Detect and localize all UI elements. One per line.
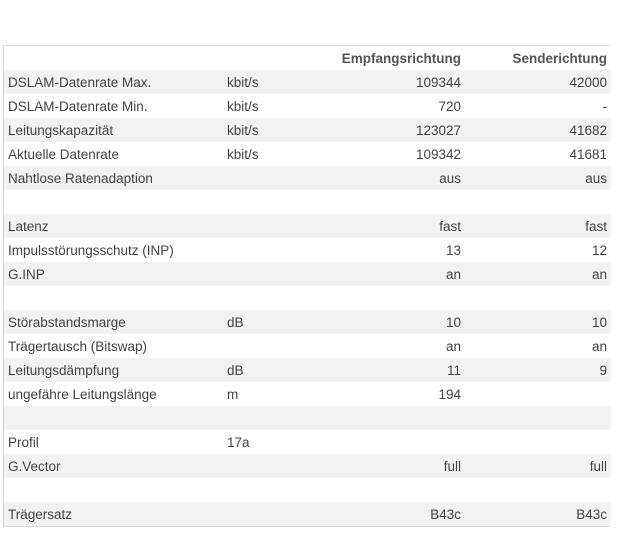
row-upstream-value bbox=[465, 430, 611, 454]
row-label: Trägersatz bbox=[8, 506, 73, 522]
table-row bbox=[4, 214, 611, 238]
row-upstream-value bbox=[465, 478, 611, 502]
table-row bbox=[4, 94, 611, 118]
row-downstream-value: 194 bbox=[438, 386, 461, 402]
row-unit: dB bbox=[227, 314, 244, 330]
row-upstream-value: 41681 bbox=[569, 146, 607, 162]
row-unit bbox=[223, 166, 333, 190]
row-label: Impulsstörungsschutz (INP) bbox=[8, 242, 174, 258]
row-label bbox=[4, 478, 223, 502]
row-unit bbox=[223, 334, 333, 358]
row-unit bbox=[223, 262, 333, 286]
row-upstream-value: 9 bbox=[599, 362, 607, 378]
row-downstream-value bbox=[333, 190, 465, 214]
table-row bbox=[4, 142, 611, 166]
table-row bbox=[4, 502, 611, 526]
row-unit: kbit/s bbox=[227, 146, 259, 162]
row-downstream-value: 10 bbox=[445, 314, 461, 330]
row-downstream-value: fast bbox=[439, 218, 461, 234]
row-upstream-value: 42000 bbox=[569, 74, 607, 90]
row-label: Störabstandsmarge bbox=[8, 314, 126, 330]
header-upstream: Senderichtung bbox=[512, 50, 607, 66]
row-upstream-value: - bbox=[602, 98, 607, 114]
row-unit bbox=[223, 286, 333, 310]
row-label bbox=[4, 286, 223, 310]
row-label: Profil bbox=[8, 434, 39, 450]
row-upstream-value: 10 bbox=[591, 314, 607, 330]
header-unit bbox=[223, 46, 333, 70]
table-row bbox=[4, 238, 611, 262]
row-label: Nahtlose Ratenadaption bbox=[8, 170, 153, 186]
row-label: G.Vector bbox=[8, 458, 61, 474]
row-downstream-value: 11 bbox=[446, 362, 461, 378]
table-row bbox=[4, 382, 611, 406]
row-unit bbox=[223, 406, 333, 430]
row-unit bbox=[223, 190, 333, 214]
table-row bbox=[4, 118, 611, 142]
row-upstream-value bbox=[465, 286, 611, 310]
dsl-info-table-container bbox=[3, 45, 610, 527]
row-upstream-value: an bbox=[591, 266, 607, 282]
row-unit: dB bbox=[227, 362, 244, 378]
row-downstream-value: 13 bbox=[445, 242, 461, 258]
row-upstream-value: aus bbox=[585, 170, 607, 186]
row-upstream-value bbox=[465, 382, 611, 406]
row-unit: kbit/s bbox=[227, 74, 259, 90]
row-label: Latenz bbox=[8, 218, 49, 234]
row-label: ungefähre Leitungslänge bbox=[8, 386, 157, 402]
row-downstream-value: an bbox=[445, 338, 461, 354]
row-downstream-value: 720 bbox=[438, 98, 461, 114]
table-spacer-row bbox=[4, 478, 611, 502]
row-downstream-value: 123027 bbox=[415, 122, 461, 138]
row-label: DSLAM-Datenrate Max. bbox=[8, 74, 152, 90]
row-upstream-value: B43c bbox=[576, 506, 607, 522]
row-label: DSLAM-Datenrate Min. bbox=[8, 98, 148, 114]
row-downstream-value: 109342 bbox=[415, 146, 461, 162]
row-unit bbox=[223, 214, 333, 238]
row-upstream-value: 12 bbox=[591, 242, 607, 258]
row-unit: kbit/s bbox=[227, 98, 259, 114]
table-spacer-row bbox=[4, 190, 611, 214]
row-downstream-value bbox=[333, 406, 465, 430]
row-upstream-value: an bbox=[591, 338, 607, 354]
row-upstream-value bbox=[465, 190, 611, 214]
row-label: Leitungsdämpfung bbox=[8, 362, 120, 378]
row-downstream-value: aus bbox=[439, 170, 461, 186]
row-unit: 17a bbox=[227, 434, 250, 450]
row-unit: m bbox=[227, 386, 239, 402]
row-label: G.INP bbox=[8, 266, 45, 282]
table-row bbox=[4, 166, 611, 190]
row-upstream-value bbox=[465, 406, 611, 430]
row-unit bbox=[223, 454, 333, 478]
table-row bbox=[4, 70, 611, 94]
row-downstream-value bbox=[333, 478, 465, 502]
row-unit: kbit/s bbox=[227, 122, 259, 138]
table-row bbox=[4, 454, 611, 478]
table-header-row bbox=[4, 46, 611, 70]
header-downstream: Empfangsrichtung bbox=[341, 50, 461, 66]
row-label: Trägertausch (Bitswap) bbox=[8, 338, 148, 354]
row-unit bbox=[223, 478, 333, 502]
header-label bbox=[4, 46, 223, 70]
row-downstream-value bbox=[333, 430, 465, 454]
row-downstream-value: B43c bbox=[430, 506, 461, 522]
table-row bbox=[4, 334, 611, 358]
row-downstream-value: 109344 bbox=[415, 74, 461, 90]
table-row bbox=[4, 358, 611, 382]
row-label: Leitungskapazität bbox=[8, 122, 114, 138]
row-label bbox=[4, 406, 223, 430]
row-upstream-value: 41682 bbox=[569, 122, 607, 138]
row-downstream-value bbox=[333, 286, 465, 310]
table-row bbox=[4, 430, 611, 454]
row-unit bbox=[223, 502, 333, 526]
table-row bbox=[4, 310, 611, 334]
row-label bbox=[4, 190, 223, 214]
row-downstream-value: full bbox=[443, 458, 461, 474]
table-row bbox=[4, 262, 611, 286]
row-upstream-value: fast bbox=[585, 218, 607, 234]
table-spacer-row bbox=[4, 406, 611, 430]
row-upstream-value: full bbox=[589, 458, 607, 474]
row-downstream-value: an bbox=[445, 266, 461, 282]
row-label: Aktuelle Datenrate bbox=[8, 146, 120, 162]
row-unit bbox=[223, 238, 333, 262]
dsl-info-table bbox=[4, 46, 611, 526]
table-spacer-row bbox=[4, 286, 611, 310]
